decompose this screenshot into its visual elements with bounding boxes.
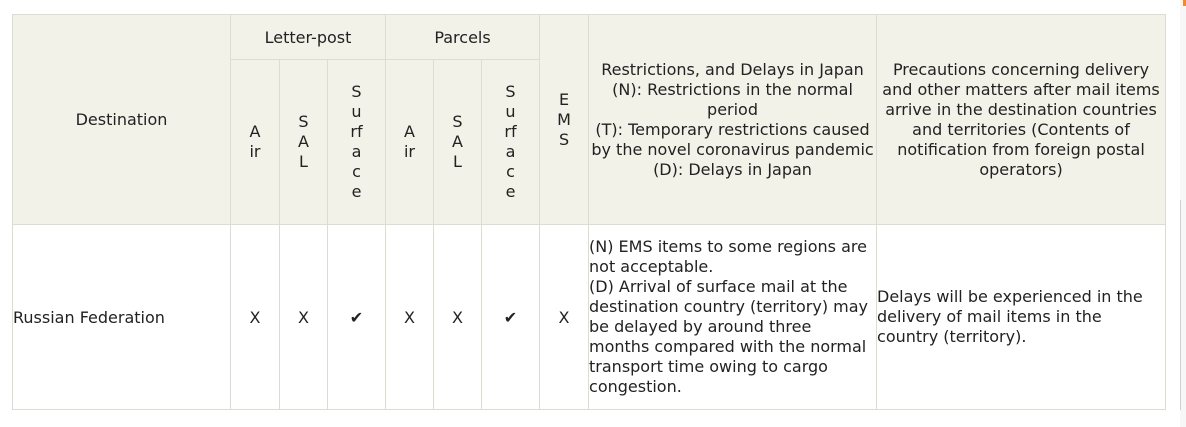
header-letter-air-cell xyxy=(231,60,280,225)
row-restrictions xyxy=(589,225,877,410)
table-row xyxy=(13,225,1166,410)
header-restrictions-line: (D): Delays in Japan xyxy=(653,159,812,179)
row-ems: X xyxy=(540,225,589,410)
header-restrictions-line: (T): Temporary restrictions caused by the novel coronavirus pandemic xyxy=(591,119,874,159)
mail-service-table xyxy=(12,14,1166,410)
row-letter-surface: ✔ xyxy=(328,225,386,410)
header-letter-sal-cell xyxy=(280,60,328,225)
row-letter-air: X xyxy=(231,225,280,410)
header-parcel-surface-cell xyxy=(482,60,540,225)
row-parcel-sal: X xyxy=(434,225,482,410)
mail-service-table-wrapper xyxy=(12,14,1166,410)
header-parcel-air-cell xyxy=(386,60,434,225)
header-precautions: Precautions concerning delivery and other matters after mail items arrive in the destination countries and territories (Contents of notification from foreign postal operators) xyxy=(877,15,1166,225)
header-restrictions-line: Restrictions, and Delays in Japan xyxy=(601,59,864,79)
header-parcels: Parcels xyxy=(386,15,540,60)
header-letter-sal: SAL xyxy=(298,112,309,171)
header-letter-surface-cell xyxy=(328,60,386,225)
header-ems-cell xyxy=(540,15,589,225)
header-parcel-sal-cell xyxy=(434,60,482,225)
header-restrictions-line: (N): Restrictions in the normal period xyxy=(612,79,853,119)
header-parcel-surface: Surface xyxy=(504,82,517,201)
header-ems: EMS xyxy=(557,89,571,149)
header-parcel-air: Air xyxy=(403,122,416,161)
header-letter-surface: Surface xyxy=(350,82,363,201)
row-parcel-air: X xyxy=(386,225,434,410)
scroll-track-line xyxy=(1180,200,1181,410)
row-precautions: Delays will be experienced in the delivery of mail items in the country (territory). xyxy=(877,225,1166,410)
header-parcel-sal: SAL xyxy=(452,112,463,171)
row-parcel-surface: ✔ xyxy=(482,225,540,410)
row-letter-sal: X xyxy=(280,225,328,410)
header-letter-post: Letter-post xyxy=(231,15,386,60)
page-scrollbar[interactable] xyxy=(1180,0,1186,427)
header-restrictions xyxy=(589,15,877,225)
row-restrictions-line: (D) Arrival of surface mail at the destination country (territory) may be delayed by around three months compared with the normal transport time owing to cargo congestion. xyxy=(589,277,868,396)
header-destination: Destination xyxy=(13,15,231,225)
row-destination: Russian Federation xyxy=(13,225,231,410)
header-letter-air: Air xyxy=(249,122,261,161)
row-restrictions-line: (N) EMS items to some regions are not acceptable. xyxy=(589,237,867,276)
